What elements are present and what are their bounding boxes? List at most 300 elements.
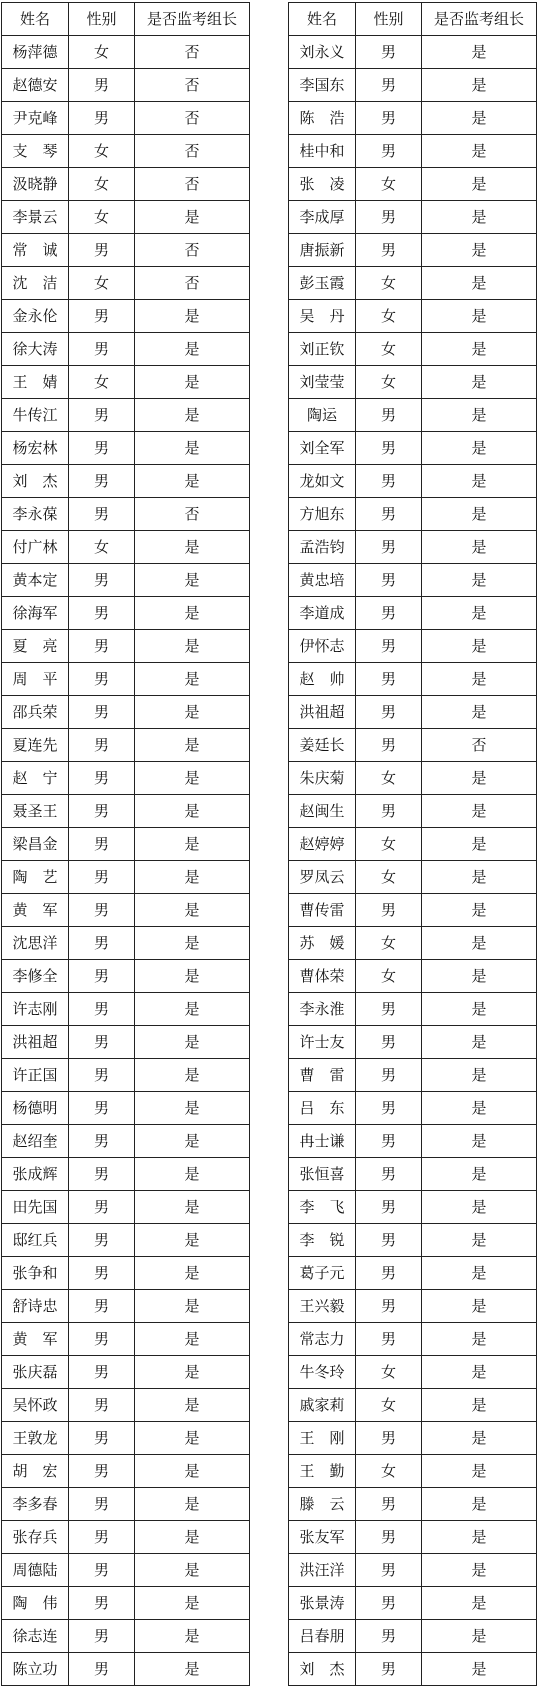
table-row: [289, 597, 537, 630]
gender-cell: 男: [356, 69, 422, 102]
name-cell: 王 勤: [289, 1455, 356, 1488]
gender-cell: 女: [356, 366, 422, 399]
gender-cell: 男: [69, 1092, 135, 1125]
table-row: [289, 465, 537, 498]
table-row: [2, 1455, 250, 1488]
name-cell: 张庆磊: [2, 1356, 69, 1389]
gender-cell: 男: [69, 69, 135, 102]
gender-cell: 男: [69, 1026, 135, 1059]
leader-cell: 是: [135, 1257, 250, 1290]
gender-cell: 女: [69, 267, 135, 300]
table-row: [289, 1125, 537, 1158]
gender-cell: 男: [356, 498, 422, 531]
gender-cell: 男: [69, 1158, 135, 1191]
name-cell: 许士友: [289, 1026, 356, 1059]
name-cell: 夏 亮: [2, 630, 69, 663]
gender-cell: 男: [356, 1092, 422, 1125]
gender-cell: 女: [356, 1389, 422, 1422]
leader-cell: 是: [135, 1653, 250, 1686]
name-cell: 常志力: [289, 1323, 356, 1356]
name-cell: 许正国: [2, 1059, 69, 1092]
leader-cell: 是: [135, 201, 250, 234]
table-row: [2, 597, 250, 630]
leader-cell: 否: [135, 498, 250, 531]
gender-cell: 男: [69, 696, 135, 729]
leader-cell: 是: [422, 630, 537, 663]
leader-cell: 是: [422, 102, 537, 135]
gender-cell: 男: [69, 1356, 135, 1389]
leader-cell: 是: [422, 927, 537, 960]
gender-cell: 女: [356, 1455, 422, 1488]
leader-cell: 是: [135, 1389, 250, 1422]
table-body: [289, 36, 537, 1686]
table-row: [289, 828, 537, 861]
header-name: 姓名: [289, 3, 356, 36]
header-leader: 是否监考组长: [422, 3, 537, 36]
table-row: [289, 1026, 537, 1059]
table-row: [2, 861, 250, 894]
name-cell: 彭玉霞: [289, 267, 356, 300]
leader-cell: 是: [422, 993, 537, 1026]
gender-cell: 男: [356, 102, 422, 135]
leader-cell: 是: [422, 1257, 537, 1290]
name-cell: 牛传江: [2, 399, 69, 432]
gender-cell: 男: [69, 993, 135, 1026]
leader-cell: 是: [135, 531, 250, 564]
gender-cell: 男: [356, 993, 422, 1026]
gender-cell: 男: [356, 1653, 422, 1686]
leader-cell: 是: [422, 531, 537, 564]
table-row: [289, 927, 537, 960]
name-cell: 汲晓静: [2, 168, 69, 201]
name-cell: 陈立功: [2, 1653, 69, 1686]
leader-cell: 是: [135, 630, 250, 663]
table-row: [2, 1092, 250, 1125]
table-row: [2, 333, 250, 366]
roster-table-left: [1, 2, 250, 1686]
table-row: [289, 300, 537, 333]
leader-cell: 是: [422, 861, 537, 894]
leader-cell: 是: [135, 564, 250, 597]
table-row: [2, 894, 250, 927]
leader-cell: 是: [135, 1587, 250, 1620]
gender-cell: 男: [69, 1290, 135, 1323]
leader-cell: 是: [422, 1356, 537, 1389]
leader-cell: 否: [135, 267, 250, 300]
leader-cell: 是: [135, 300, 250, 333]
leader-cell: 是: [135, 1059, 250, 1092]
gender-cell: 男: [356, 1554, 422, 1587]
name-cell: 吕 东: [289, 1092, 356, 1125]
name-cell: 曹传雷: [289, 894, 356, 927]
leader-cell: 否: [135, 69, 250, 102]
table-row: [289, 399, 537, 432]
gender-cell: 男: [69, 102, 135, 135]
table-row: [289, 1224, 537, 1257]
table-row: [289, 1158, 537, 1191]
leader-cell: 是: [135, 399, 250, 432]
table-row: [2, 1059, 250, 1092]
leader-cell: 是: [422, 1620, 537, 1653]
gender-cell: 男: [69, 795, 135, 828]
leader-cell: 是: [422, 1488, 537, 1521]
leader-cell: 是: [422, 168, 537, 201]
leader-cell: 是: [135, 366, 250, 399]
name-cell: 徐志连: [2, 1620, 69, 1653]
name-cell: 张存兵: [2, 1521, 69, 1554]
name-cell: 胡 宏: [2, 1455, 69, 1488]
name-cell: 张友军: [289, 1521, 356, 1554]
table-row: [289, 498, 537, 531]
leader-cell: 是: [422, 597, 537, 630]
leader-cell: 否: [135, 234, 250, 267]
gender-cell: 女: [356, 1356, 422, 1389]
leader-cell: 是: [422, 1323, 537, 1356]
gender-cell: 男: [69, 465, 135, 498]
leader-cell: 是: [135, 1026, 250, 1059]
table-row: [2, 663, 250, 696]
gender-cell: 男: [69, 729, 135, 762]
leader-cell: 是: [135, 762, 250, 795]
leader-cell: 是: [135, 927, 250, 960]
table-row: [289, 69, 537, 102]
gender-cell: 女: [69, 135, 135, 168]
table-row: [289, 1290, 537, 1323]
table-row: [289, 993, 537, 1026]
table-row: [289, 696, 537, 729]
leader-cell: 是: [422, 1026, 537, 1059]
leader-cell: 是: [422, 1158, 537, 1191]
name-cell: 黄忠培: [289, 564, 356, 597]
gender-cell: 女: [69, 36, 135, 69]
name-cell: 龙如文: [289, 465, 356, 498]
leader-cell: 是: [422, 1653, 537, 1686]
gender-cell: 女: [356, 828, 422, 861]
leader-cell: 是: [422, 1455, 537, 1488]
table-row: [2, 630, 250, 663]
table-row: [289, 333, 537, 366]
leader-cell: 是: [135, 1290, 250, 1323]
table-row: [2, 696, 250, 729]
gender-cell: 男: [356, 1587, 422, 1620]
table-row: [2, 498, 250, 531]
name-cell: 吴 丹: [289, 300, 356, 333]
leader-cell: 是: [135, 696, 250, 729]
name-cell: 邵兵荣: [2, 696, 69, 729]
leader-cell: 是: [135, 1125, 250, 1158]
table-row: [2, 1257, 250, 1290]
leader-cell: 是: [422, 564, 537, 597]
table-row: [289, 531, 537, 564]
name-cell: 赵 帅: [289, 663, 356, 696]
gender-cell: 男: [69, 1389, 135, 1422]
gender-cell: 女: [69, 201, 135, 234]
leader-cell: 是: [135, 861, 250, 894]
name-cell: 苏 媛: [289, 927, 356, 960]
table-row: [289, 1059, 537, 1092]
table-row: [289, 1587, 537, 1620]
name-cell: 牛冬玲: [289, 1356, 356, 1389]
gender-cell: 男: [69, 1422, 135, 1455]
leader-cell: 是: [422, 1389, 537, 1422]
name-cell: 李修全: [2, 960, 69, 993]
leader-cell: 是: [422, 366, 537, 399]
gender-cell: 男: [356, 36, 422, 69]
table-row: [2, 531, 250, 564]
gender-cell: 女: [356, 762, 422, 795]
gender-cell: 男: [356, 1521, 422, 1554]
table-row: [2, 1554, 250, 1587]
table-row: [289, 168, 537, 201]
gender-cell: 男: [356, 1488, 422, 1521]
header-gender: 性别: [356, 3, 422, 36]
table-row: [2, 102, 250, 135]
gender-cell: 男: [356, 1257, 422, 1290]
table-row: [289, 1092, 537, 1125]
table-row: [289, 1323, 537, 1356]
gender-cell: 男: [356, 1191, 422, 1224]
table-row: [289, 1455, 537, 1488]
name-cell: 吴怀政: [2, 1389, 69, 1422]
table-row: [289, 1356, 537, 1389]
gender-cell: 男: [69, 300, 135, 333]
table-row: [289, 861, 537, 894]
gender-cell: 男: [69, 597, 135, 630]
gender-cell: 男: [69, 861, 135, 894]
table-row: [289, 630, 537, 663]
gender-cell: 男: [69, 1191, 135, 1224]
gender-cell: 男: [69, 234, 135, 267]
table-row: [2, 300, 250, 333]
name-cell: 王兴毅: [289, 1290, 356, 1323]
gender-cell: 男: [69, 630, 135, 663]
gender-cell: 男: [69, 762, 135, 795]
name-cell: 张争和: [2, 1257, 69, 1290]
leader-cell: 是: [422, 1224, 537, 1257]
name-cell: 洪祖超: [2, 1026, 69, 1059]
name-cell: 田先国: [2, 1191, 69, 1224]
leader-cell: 是: [135, 1224, 250, 1257]
roster-table-right: [288, 2, 537, 1686]
gender-cell: 男: [356, 795, 422, 828]
name-cell: 冉士谦: [289, 1125, 356, 1158]
table-row: [2, 1587, 250, 1620]
gender-cell: 男: [69, 1653, 135, 1686]
gender-cell: 男: [356, 894, 422, 927]
table-row: [2, 729, 250, 762]
name-cell: 李国东: [289, 69, 356, 102]
name-cell: 姜廷长: [289, 729, 356, 762]
table-row: [2, 399, 250, 432]
gender-cell: 男: [69, 564, 135, 597]
name-cell: 张成辉: [2, 1158, 69, 1191]
name-cell: 李景云: [2, 201, 69, 234]
leader-cell: 是: [422, 36, 537, 69]
name-cell: 杨德明: [2, 1092, 69, 1125]
leader-cell: 是: [135, 1488, 250, 1521]
table-row: [2, 1224, 250, 1257]
leader-cell: 是: [135, 828, 250, 861]
table-row: [289, 795, 537, 828]
leader-cell: 是: [422, 828, 537, 861]
gender-cell: 女: [356, 861, 422, 894]
leader-cell: 是: [135, 1620, 250, 1653]
gender-cell: 男: [69, 432, 135, 465]
table-row: [2, 993, 250, 1026]
gender-cell: 男: [356, 630, 422, 663]
leader-cell: 是: [422, 894, 537, 927]
header-leader: 是否监考组长: [135, 3, 250, 36]
table-row: [2, 1323, 250, 1356]
name-cell: 洪祖超: [289, 696, 356, 729]
gender-cell: 男: [69, 498, 135, 531]
leader-cell: 否: [135, 36, 250, 69]
table-row: [289, 201, 537, 234]
name-cell: 刘 杰: [289, 1653, 356, 1686]
name-cell: 付广林: [2, 531, 69, 564]
leader-cell: 是: [135, 894, 250, 927]
table-row: [2, 1290, 250, 1323]
table-row: [2, 1620, 250, 1653]
name-cell: 尹克峰: [2, 102, 69, 135]
name-cell: 刘 杰: [2, 465, 69, 498]
leader-cell: 是: [422, 234, 537, 267]
name-cell: 赵 宁: [2, 762, 69, 795]
leader-cell: 是: [422, 1191, 537, 1224]
table-row: [289, 1422, 537, 1455]
table-row: [289, 663, 537, 696]
table-row: [289, 102, 537, 135]
table-row: [289, 366, 537, 399]
gender-cell: 女: [356, 300, 422, 333]
gender-cell: 男: [69, 1059, 135, 1092]
table-row: [2, 1026, 250, 1059]
table-row: [2, 828, 250, 861]
table-row: [2, 36, 250, 69]
gender-cell: 男: [356, 1059, 422, 1092]
leader-cell: 是: [135, 1554, 250, 1587]
gender-cell: 男: [69, 1620, 135, 1653]
gender-cell: 男: [356, 564, 422, 597]
gender-cell: 男: [69, 1554, 135, 1587]
table-row: [289, 1257, 537, 1290]
leader-cell: 是: [135, 993, 250, 1026]
leader-cell: 是: [135, 1521, 250, 1554]
table-row: [2, 168, 250, 201]
table-row: [2, 135, 250, 168]
leader-cell: 是: [135, 1422, 250, 1455]
leader-cell: 是: [135, 432, 250, 465]
table-row: [2, 366, 250, 399]
name-cell: 徐海军: [2, 597, 69, 630]
leader-cell: 是: [135, 729, 250, 762]
name-cell: 赵绍奎: [2, 1125, 69, 1158]
name-cell: 张恒喜: [289, 1158, 356, 1191]
name-cell: 刘永义: [289, 36, 356, 69]
name-cell: 桂中和: [289, 135, 356, 168]
gender-cell: 男: [356, 597, 422, 630]
gender-cell: 女: [356, 168, 422, 201]
gender-cell: 男: [69, 927, 135, 960]
name-cell: 支 琴: [2, 135, 69, 168]
leader-cell: 是: [135, 597, 250, 630]
name-cell: 舒诗忠: [2, 1290, 69, 1323]
gender-cell: 男: [356, 1422, 422, 1455]
leader-cell: 是: [135, 1356, 250, 1389]
leader-cell: 是: [422, 696, 537, 729]
table-row: [289, 1191, 537, 1224]
table-row: [289, 1488, 537, 1521]
table-header: [289, 3, 537, 36]
name-cell: 金永伦: [2, 300, 69, 333]
name-cell: 王 婧: [2, 366, 69, 399]
table-row: [2, 564, 250, 597]
gender-cell: 女: [356, 267, 422, 300]
leader-cell: 是: [422, 432, 537, 465]
table-row: [2, 1125, 250, 1158]
table-row: [289, 960, 537, 993]
table-row: [2, 960, 250, 993]
name-cell: 张 凌: [289, 168, 356, 201]
gender-cell: 女: [69, 366, 135, 399]
name-cell: 戚家莉: [289, 1389, 356, 1422]
gender-cell: 男: [69, 960, 135, 993]
leader-cell: 是: [135, 663, 250, 696]
leader-cell: 是: [422, 1521, 537, 1554]
table-row: [289, 1653, 537, 1686]
leader-cell: 是: [422, 1059, 537, 1092]
gender-cell: 男: [69, 1257, 135, 1290]
name-cell: 邸红兵: [2, 1224, 69, 1257]
gender-cell: 男: [356, 729, 422, 762]
gender-cell: 男: [69, 828, 135, 861]
leader-cell: 是: [135, 465, 250, 498]
gender-cell: 女: [356, 927, 422, 960]
leader-cell: 是: [422, 498, 537, 531]
leader-cell: 是: [422, 1125, 537, 1158]
name-cell: 张景涛: [289, 1587, 356, 1620]
name-cell: 梁昌金: [2, 828, 69, 861]
leader-cell: 否: [135, 102, 250, 135]
gender-cell: 男: [356, 465, 422, 498]
name-cell: 葛子元: [289, 1257, 356, 1290]
gender-cell: 女: [356, 960, 422, 993]
gender-cell: 女: [356, 333, 422, 366]
leader-cell: 是: [422, 1290, 537, 1323]
leader-cell: 是: [422, 267, 537, 300]
table-row: [289, 1620, 537, 1653]
leader-cell: 否: [135, 168, 250, 201]
name-cell: 伊怀志: [289, 630, 356, 663]
name-cell: 黄本定: [2, 564, 69, 597]
table-row: [2, 1191, 250, 1224]
table-row: [2, 762, 250, 795]
table-row: [289, 234, 537, 267]
leader-cell: 是: [135, 1191, 250, 1224]
leader-cell: 是: [422, 762, 537, 795]
table-row: [2, 795, 250, 828]
table-row: [2, 1356, 250, 1389]
leader-cell: 是: [422, 1587, 537, 1620]
gender-cell: 男: [69, 1521, 135, 1554]
name-cell: 陶运: [289, 399, 356, 432]
leader-cell: 是: [422, 960, 537, 993]
leader-cell: 是: [135, 333, 250, 366]
leader-cell: 是: [422, 333, 537, 366]
leader-cell: 是: [422, 399, 537, 432]
gender-cell: 男: [356, 201, 422, 234]
gender-cell: 男: [356, 1125, 422, 1158]
